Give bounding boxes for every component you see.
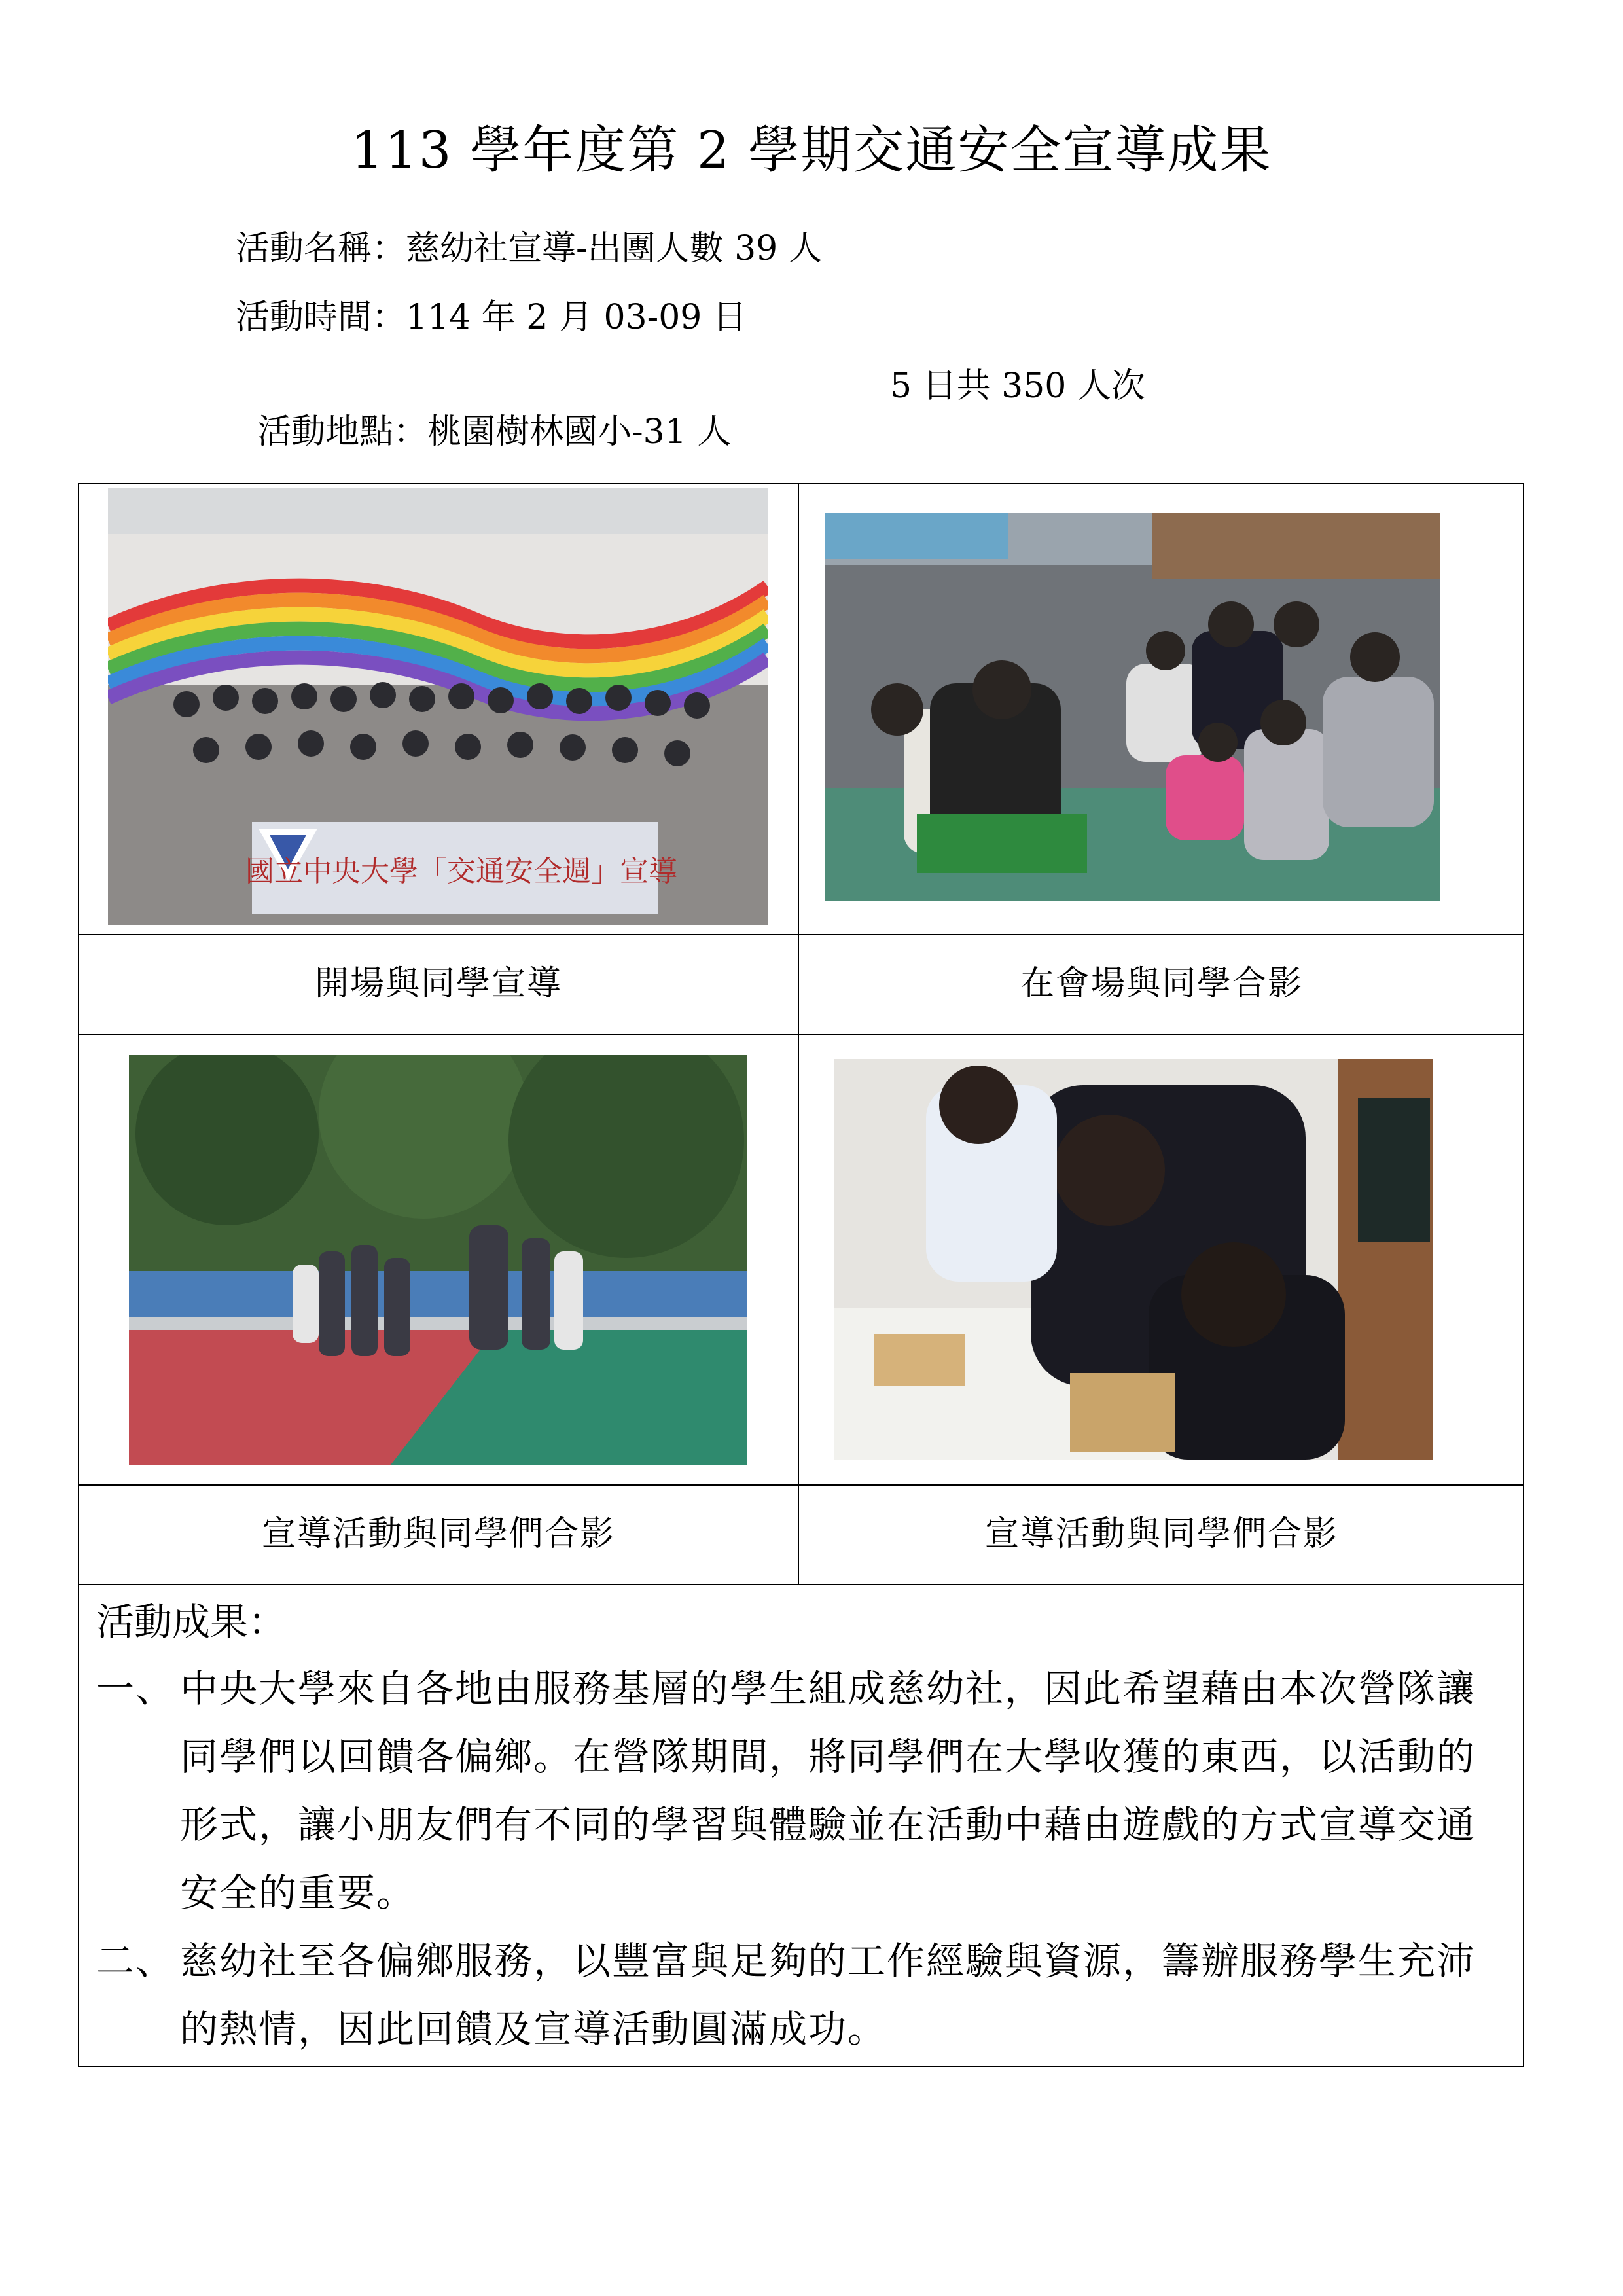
photo-indoor-activity	[834, 1059, 1433, 1460]
caption-photo-1: 開場與同學宣導	[314, 964, 562, 1003]
result-item-text: 中央大學來自各地由服務基層的學生組成慈幼社，因此希望藉由本次營隊讓同學們以回饋各偏鄉。在營隊期間，將同學們在大學收獲的東西，以活動的形式，讓小朋友們有不同的學習與體驗並在活動中藉由遊戲的方式宣導交通安全的重要。	[180, 1666, 1476, 1915]
results-heading: 活動成果：	[96, 1600, 287, 1644]
activity-time: 活動時間：114 年 2 月 03-09 日	[236, 298, 747, 337]
photo-venue-group	[825, 513, 1440, 901]
photo-outdoor-activity	[129, 1055, 747, 1465]
caption-photo-3: 宣導活動與同學們合影	[261, 1515, 615, 1554]
row-divider	[79, 1034, 1523, 1035]
activity-place-row	[236, 363, 1145, 501]
caption-photo-4: 宣導活動與同學們合影	[984, 1515, 1338, 1554]
result-item-number: 一、	[96, 1666, 175, 1711]
row-divider	[79, 1584, 1523, 1585]
activity-name: 活動名稱：慈幼社宣導-出團人數 39 人	[236, 229, 823, 268]
banner-text: 國立中央大學「交通安全週」宣導	[245, 855, 677, 888]
activity-total: 5 日共 350 人次	[890, 367, 1145, 406]
caption-photo-2: 在會場與同學合影	[1020, 964, 1303, 1003]
page-title: 113 學年度第 2 學期交通安全宣導成果	[351, 121, 1272, 180]
results-table	[78, 483, 1524, 2067]
result-item	[96, 1655, 1510, 1927]
results-section	[96, 1589, 1510, 2063]
activity-place: 活動地點：桃園樹林國小-31 人	[257, 412, 732, 452]
photo-opening-group	[108, 488, 768, 925]
result-item-number: 二、	[96, 1939, 175, 1983]
result-item	[96, 1927, 1510, 2063]
result-item-text: 慈幼社至各偏鄉服務，以豐富與足夠的工作經驗與資源，籌辦服務學生充沛的熱情，因此回饋及宣導活動圓滿成功。	[180, 1939, 1476, 2051]
